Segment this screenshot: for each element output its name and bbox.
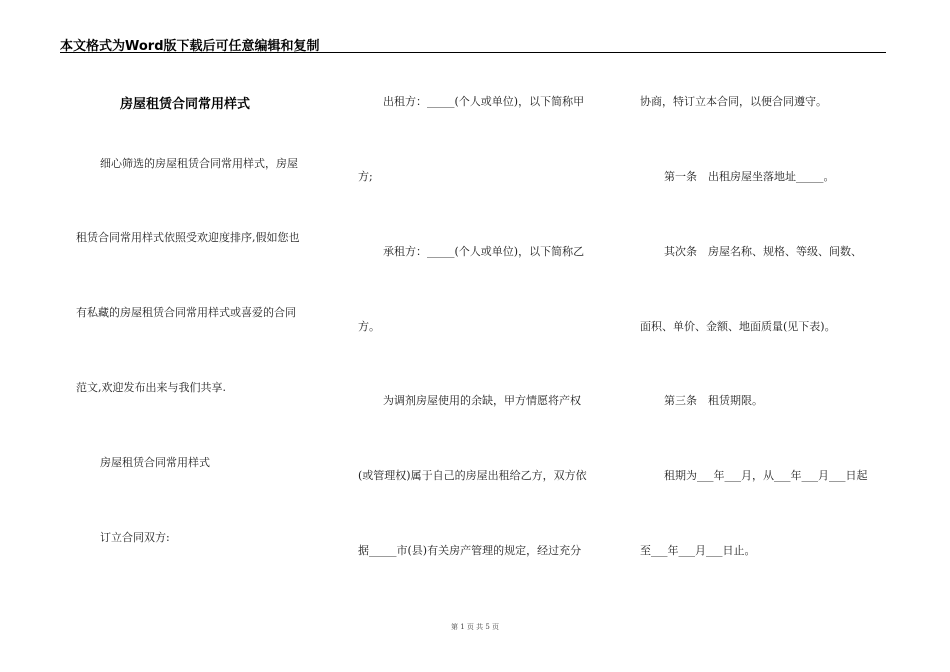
col1-line: 范文,欢迎发布出来与我们共享. [76, 381, 226, 394]
page-header: 本文格式为Word版下载后可任意编辑和复制 [60, 39, 320, 54]
col3-line: 第一条 出租房屋坐落地址_____。 [664, 170, 835, 183]
col3-line: 租期为___年___月，从___年___月___日起 [664, 469, 868, 482]
col2-line: 为调剂房屋使用的余缺，甲方情愿将产权 [383, 394, 581, 407]
col2-line: 承租方：_____(个人或单位)，以下简称乙 [383, 245, 585, 258]
col1-line: 租赁合同常用样式依照受欢迎度排序,假如您也 [76, 231, 300, 244]
document-title: 房屋租赁合同常用样式 [120, 97, 251, 112]
page-number-footer: 第 1 页 共 5 页 [450, 623, 500, 631]
col3-line: 至___年___月___日止。 [640, 544, 756, 557]
col3-line: 其次条 房屋名称、规格、等级、间数、 [664, 245, 862, 258]
col2-line: 方; [358, 170, 373, 183]
col1-line: 有私藏的房屋租赁合同常用样式或喜爱的合同 [76, 306, 296, 319]
col2-line: 据_____市(县)有关房产管理的规定，经过充分 [358, 544, 582, 557]
col1-line: 房屋租赁合同常用样式 [100, 456, 210, 469]
col2-line: 出租方：_____(个人或单位)，以下简称甲 [383, 95, 585, 108]
col3-line: 面积、单价、金额、地面质量(见下表)。 [640, 320, 836, 333]
header-rule [60, 52, 886, 53]
col2-line: 方。 [358, 320, 380, 333]
col1-line: 细心筛选的房屋租赁合同常用样式，房屋 [100, 157, 298, 170]
col3-line: 协商，特订立本合同，以便合同遵守。 [640, 95, 827, 108]
col3-line: 第三条 租赁期限。 [664, 394, 763, 407]
col1-line: 订立合同双方: [100, 531, 170, 544]
col2-line: (或管理权)属于自己的房屋出租给乙方，双方依 [358, 469, 587, 482]
